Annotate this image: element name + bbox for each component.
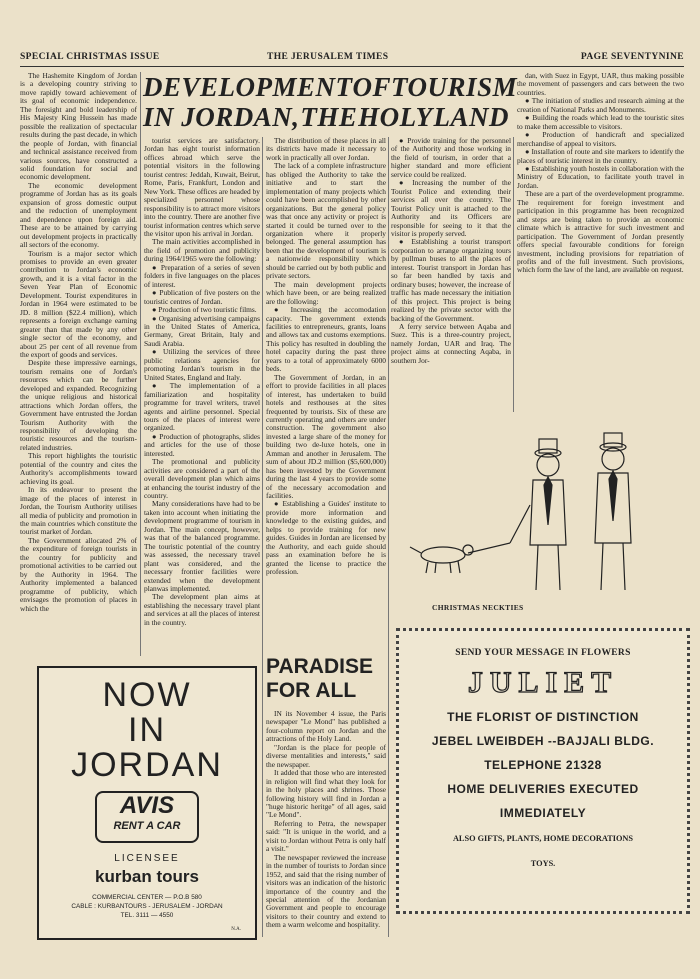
article-paragraph: Tourism is a major sector which promises to provide an even greater contribution to Jordan's economic growth, and it is a vital factor in the Seven Year Plan of Economic Development. Tourist expenditures in Jordan in 1964 were estimated to be JD. 8 million ($22.4 million), which represents a foreign exchange earning greater than that made by any other single sector of the economy, and about 25 per cent of all revenue from the export of goods and services.	[20, 248, 137, 359]
article-paragraph: ● Preparation of a series of seven folders in five languages on the places of interest.	[144, 262, 260, 289]
article-column-2	[144, 137, 260, 654]
article-paragraph: ● Building the roads which lead to the touristic sites to make them accessible to visitors.	[517, 113, 684, 131]
header-right: PAGE SEVENTYNINE	[580, 52, 684, 62]
headline-line-1	[143, 72, 518, 102]
header-rule	[20, 66, 684, 67]
left-man-legs	[536, 545, 560, 590]
article-paragraph: These are a part of the overdevelopment programme. The requirement for foreign investment and participation in this programme has been recognized and steps are being taken to provide an economic climate which is attractive for such investment and participation. The Government of Jordan presently offers special favourable conditions for foreign investment, including provisions for repatriation of profits and of the full investment. Such provisions, which form the law of the land, are available on request.	[517, 189, 684, 275]
juliet-advertisement	[396, 628, 690, 914]
article-paragraph: ● Production of two touristic films.	[152, 305, 257, 315]
juliet-line: ALSO GIFTS, PLANTS, HOME DECORATIONS	[452, 834, 634, 843]
article-paragraph: The development plan aims at establishing the necessary travel plant and services at all the places of interest in the country.	[144, 592, 260, 627]
article-paragraph: ● Establishing youth hostels in collaboration with the Ministry of Education, to facilitate youth travel in Jordan.	[517, 163, 684, 190]
article-paragraph: ● Establishing a Guides' institute to provide more information and knowledge to the existing guides, and helps to provide training for new guides. Guides in Jordan are licensed by the Authority, and each guide should pass an examination before he is granted the license to practice the profession.	[266, 499, 386, 577]
article-paragraph: The Government allocated 2% of the expenditure of foreign tourists in the country for publicity and promotional activities to be carried out by the Authority in 1964. The Authority implemented a balanced programme of publicity, which envisages the promotion of places in which the	[20, 535, 137, 613]
article-paragraph: ● Installation of route and site markers to identify the places of touristic interest in the country.	[517, 147, 684, 165]
avis-line-1: NOW	[102, 676, 192, 714]
article-paragraph: Many considerations have had to be taken into account when initiating the development programme of tourism in Jordan. The main concept, however, was that of the balanced programme. The touristic potential of the country was assessed, the necessary travel plant was considered, and the necessary frontier facilities were extended when the development planwas implemented.	[144, 499, 260, 594]
avis-line-2: IN	[128, 711, 166, 749]
dog-leash	[468, 543, 510, 553]
avis-company: kurban tours	[95, 867, 199, 886]
dog-legs	[410, 547, 460, 573]
avis-subtitle: RENT A CAR	[113, 820, 181, 832]
article-paragraph: ● Organising advertising campaigns in the United States of America, Germany, Great Britain, Italy and Saudi Arabia.	[144, 313, 260, 348]
juliet-name: JULIET	[467, 666, 619, 699]
dog-body	[421, 547, 465, 563]
avis-brand: AVIS	[119, 792, 175, 819]
juliet-line: IMMEDIATELY	[499, 806, 587, 820]
right-man-legs	[601, 543, 625, 590]
article-paragraph: ● Utilizing the services of three public relations agencies for promoting Jordan's tourism in the United States, England and Italy.	[144, 347, 260, 382]
avis-licensee: LICENSEE	[114, 853, 180, 864]
article-paragraph: "Jordan is the place for people of diverse mentalities and interests," said the newspaper.	[266, 742, 386, 769]
avis-address-line: COMMERCIAL CENTER — P.O.B 580	[92, 894, 202, 901]
avis-logo	[95, 791, 199, 843]
headline-word: LAND	[433, 102, 509, 132]
header-center: THE JERUSALEM TIMES	[267, 52, 389, 62]
cartoon-caption: CHRISTMAS NECKTIES	[432, 603, 524, 612]
article-paragraph: ● Production of photographs, slides and articles for the use of those interested.	[144, 431, 260, 458]
header-left: SPECIAL CHRISTMAS ISSUE	[20, 52, 160, 62]
headline-word: IN JORDAN,	[143, 102, 300, 132]
article-paragraph: ● Increasing the accomodation capacity. The government extends facilities to entrepreneurs, grants, loans and allows tax and customs exemptions. This policy has resulted in doubling the hotel capacity during the past three years to a total of approximately 6000 beds.	[266, 305, 386, 374]
paradise-column	[266, 710, 386, 935]
article-paragraph: tourist services are satisfactory. Jordan has eight tourist information offices abroad which serve the potential visitors in the following tourist centres: Jeddah, Kuwait, Beirut, Rome, Paris, Frankfurt, London and New York. These offices are headed by specialized personnel whose responsibility is to attract more visitors into the country. There are another five tourist information centres which serve the visitor upon his arrival in Jordan.	[144, 137, 260, 238]
headline-word: DEVELOPMENT	[143, 72, 353, 102]
juliet-line: TOYS.	[530, 859, 556, 868]
neckties-cartoon	[398, 425, 684, 603]
avis-headline	[39, 678, 255, 783]
juliet-line: HOME DELIVERIES EXECUTED	[447, 782, 639, 796]
juliet-send: SEND YOUR MESSAGE IN FLOWERS	[455, 648, 631, 658]
article-paragraph: ● Provide training for the personnel of the Authority and those working in the field of tourism, in order that a higher standard and more efficient service could be realized.	[391, 137, 511, 179]
article-paragraph: The Government of Jordan, in an effort to provide facilities in all places of interest, has undertaken to build hotels and resthouses at the sites frequented by tourists. Six of these are currently operating and others are under construction. The government also invested a large share of the money for building two de-luxe hotels, one in Amman and another in Jerusalem. The sum of about JD.2 million ($5,600,000) has been invested by the Government during the last 4 years to provide some of the necessary accomodation and facilities.	[266, 372, 386, 501]
article-paragraph: It added that those who are interested in religion will find what they look for in the holy places and shrines. Those following history will find in Jordan a "huge historic heritge" of all ages, said "Le Mond".	[266, 768, 386, 820]
avis-address	[39, 893, 255, 920]
article-paragraph: Referring to Petra, the newspaper said: "It is unique in the world, and a visit to Jordan without Petra is only half a visit."	[266, 818, 386, 854]
article-paragraph: ● Increasing the number of the Tourist Police and extending their services all over the country. The Tourist Policy unit is attached to the Authority and its Officers are responsible for seeing to it that the visitor is properly served.	[391, 178, 511, 238]
article-paragraph: The lack of a complete infrastructure has obliged the Authority to take the initiative and to start the implementation of many projects which could have been accomplished by other organizations. But the general policy was that once any activity or project is started it could be turned over to the organization where it properly belonged. The general assumption has been that the development of tourism is a nationwide responsibility which should be carried out by both public and private sectors.	[266, 161, 386, 281]
avis-mark: N.A.	[231, 927, 241, 932]
article-paragraph: This report highlights the touristic potential of the country and cites the Authority's accomplishments toward achieving its goal.	[20, 451, 137, 486]
column-divider	[262, 137, 263, 937]
article-paragraph: In its endeavour to present the image of the places of interest in Jordan, the Tourism Authority utilises all media of publicity and promotion in the main countries which constitute the tourist market of Jordan.	[20, 485, 137, 537]
juliet-line: JEBEL LWEIBDEH --BAJJALI BLDG.	[431, 734, 655, 748]
left-man-necktie	[544, 477, 552, 525]
left-man-leash-arm	[510, 505, 530, 543]
article-paragraph: dan, with Suez in Egypt, UAR, thus making possible the movement of passengers and cars between the two countries.	[517, 72, 684, 97]
article-paragraph: ● Establishing a tourist transport corporation to arrange organizing tours by pullman buses to all the places of interest. Tourist transport in Jordan has so far been handled by taxis and ordinary buses; however, the increase of traffic has made necessary the initiation of this project. This project is being realized by the private sector with the backing of the Government.	[391, 237, 511, 323]
avis-address-line: CABLE : KURBANTOURS - JERUSALEM - JORDAN	[71, 903, 223, 910]
article-column-1	[20, 72, 137, 654]
article-paragraph: The newspaper reviewed the increase in the number of tourists to Jordan since 1952, and said that the rising number of visitors was an indication of the historic importance of the country and the special attention of the Jordanian Government and people to encourage visitors to their country and extend to them a warm welcome and hospitality.	[266, 852, 386, 930]
article-paragraph: The promotional and publicity activities are considered a part of the overall development plan which aims at enhancing the tourist industry of the country.	[144, 457, 260, 501]
paradise-line-1: PARADISE	[266, 655, 373, 678]
dog-head	[463, 545, 473, 555]
article-column-5	[517, 72, 684, 398]
headline-word: HOLY	[358, 102, 433, 132]
column-divider	[513, 137, 514, 412]
article-paragraph: Despite these impressive earnings, tourism remains one of Jordan's resources which can be further developed and expanded. Recognizing the unique religious and historical attractions which Jordan offers, the Government have entrusted the Jordan Tourism Authority with the responsibility of developing the touristic resources and the tourism-related industries.	[20, 358, 137, 452]
headline-word: TOURISM	[391, 72, 518, 102]
juliet-line: TELEPHONE 21328	[484, 758, 602, 772]
article-paragraph: A ferry service between Aqaba and Suez. This is a three-country project, namely Jordan, UAR and Iraq. The project aims at connecting Aqaba, in southern Jor-	[391, 321, 511, 365]
article-paragraph: ● The initiation of studies and research aiming at the creation of National Parks and Monuments.	[517, 96, 684, 114]
article-paragraph: ● Publication of five posters on the touristic centres of Jordan.	[144, 288, 260, 306]
headline-word: THE	[300, 102, 358, 132]
article-paragraph: The main development projects which have been, or are being realized are the following:	[266, 279, 386, 306]
article-column-3	[266, 137, 386, 597]
article-paragraph: ● The implementation of a familiarization and hospitality programme for travel writers, travel agents and airline personnel. Special tours of the places of interest were organized.	[144, 381, 260, 433]
avis-line-3: JORDAN	[71, 746, 223, 784]
article-paragraph: The Hashemite Kingdom of Jordan is a developing country striving to move rapidly toward achievement of its goal of economic independence. The foresight and bold leadership of His Majesty King Hussein has made possible the realization of spectacular results during the past decade, in which the people of Jordan, with financial and technical assistance received from various sources, have constructed a solid foundation for social and economic development.	[20, 72, 137, 182]
right-man-necktie	[609, 471, 617, 521]
headline-line-2	[143, 102, 509, 132]
article-paragraph: ● Production of handicraft and specialized merchandise of appeal to visitors.	[517, 130, 684, 148]
right-man-hat	[604, 433, 622, 447]
avis-address-line: TEL. 3111 — 4550	[120, 912, 174, 919]
headline-word: OF	[352, 72, 392, 102]
avis-advertisement	[37, 666, 257, 940]
column-divider	[140, 72, 141, 656]
article-paragraph: IN its November 4 issue, the Paris newspaper "Le Mond" has published a four-column report on Jordan and the attractions of the Holy Land.	[266, 710, 386, 744]
paradise-headline	[266, 655, 386, 703]
article-headline	[143, 72, 518, 132]
column-divider	[388, 137, 389, 937]
juliet-line: THE FLORIST OF DISTINCTION	[447, 710, 639, 724]
paradise-line-2: FOR ALL	[266, 679, 357, 702]
article-column-4	[391, 137, 511, 409]
article-paragraph: The economic development programme of Jordan has as its goals expansion of gross domestic output and the reduction of unemployment and dependence upon foreign aid. These are to be attained by carrying out development projects in practically all sectors of the economy.	[20, 180, 137, 250]
left-man-hat	[539, 439, 557, 453]
article-paragraph: The distribution of these places in all its districts have made it necessary to work in practically all over Jordan.	[266, 137, 386, 162]
page-header	[20, 52, 684, 66]
article-paragraph: The main activities accomplished in the field of promotion and publicity during 1964/1965 were the following:	[144, 237, 260, 264]
